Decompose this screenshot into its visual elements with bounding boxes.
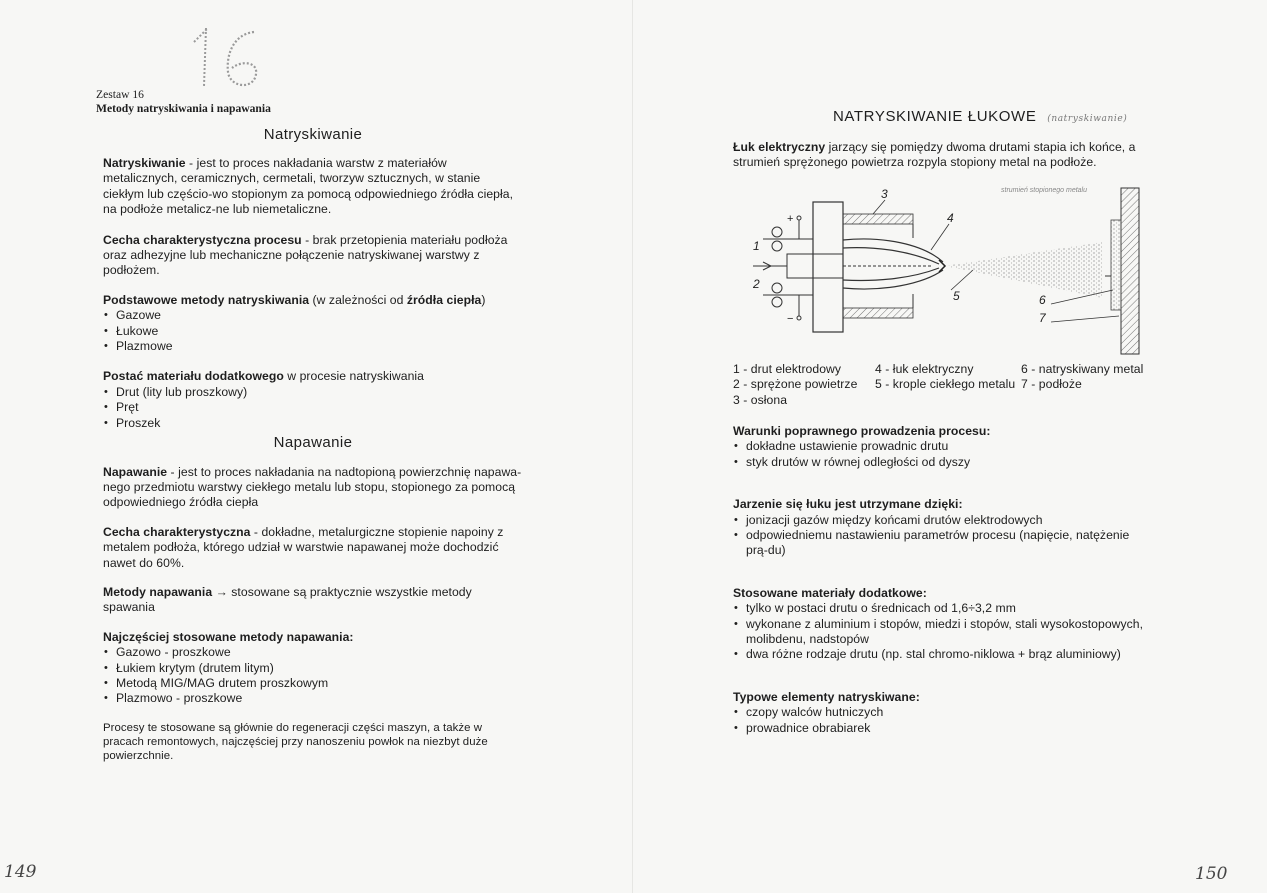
sprayed-layer xyxy=(1111,220,1121,310)
diagram-label-4: 4 xyxy=(947,211,954,225)
arc-intro-text: jarzący się pomiędzy dwoma drutami stapia ich końce, a strumień sprężonego powietrza rozpyla stopiony metal na podłoże. xyxy=(733,140,1136,170)
plus-sign: + xyxy=(787,213,794,225)
conditions-list xyxy=(733,439,1153,470)
arc-maintain-title: Jarzenie się łuku jest utrzymane dzięki: xyxy=(733,497,963,512)
weld-common-title: Najczęściej stosowane metody napawania: xyxy=(103,629,354,644)
weld-methods-note: Metody napawania → stosowane są praktycznie wszystkie metody spawania xyxy=(103,584,472,615)
page-number-right: 150 xyxy=(1195,864,1228,884)
spray-methods-list xyxy=(103,308,523,354)
set-subtitle: Metody natryskiwania i napawania xyxy=(96,102,271,115)
material-form-list xyxy=(103,385,523,431)
weld-definition-term: Napawanie xyxy=(103,464,168,479)
list-item: • Gazowe xyxy=(103,308,523,323)
arc-intro xyxy=(733,140,1153,171)
spray-definition-text: - jest to proces nakładania warstw z materiałów metalicznych, ceramicznych, cermetali, tworzyw sztucznych, w stanie ciekłym lub częścio-wo stopionym za pomocą odpowiedniego źródła ciepła, na podłoże metalicz-ne lub niemetaliczne. xyxy=(103,156,514,217)
spray-cone xyxy=(945,242,1103,298)
weld-common-list xyxy=(103,645,523,707)
diagram-legend xyxy=(733,362,1173,408)
set-header xyxy=(96,88,271,116)
diagram-label-5: 5 xyxy=(953,289,960,303)
arc-spray-diagram xyxy=(733,180,1153,358)
list-item: • odpowiedniemu nastawieniu parametrów procesu (napięcie, natężenie prą-du) xyxy=(733,528,1153,559)
list-item: • Proszek xyxy=(103,416,523,431)
materials-list xyxy=(733,601,1153,663)
weld-feature-term: Cecha charakterystyczna xyxy=(103,524,251,539)
legend-item: 4 - łuk elektryczny xyxy=(875,362,974,376)
list-item: • tylko w postaci drutu o średnicach od 1,6÷3,2 mm xyxy=(733,601,1153,616)
list-item: • Metodą MIG/MAG drutem proszkowym xyxy=(103,676,523,691)
conditions-title: Warunki poprawnego prowadzenia procesu: xyxy=(733,424,991,438)
list-item: • jonizacji gazów między końcami drutów elektrodowych xyxy=(733,513,1153,528)
diagram-label-2: 2 xyxy=(753,277,760,291)
set-label: Zestaw 16 xyxy=(96,88,144,101)
weld-feature-text: - dokładne, metalurgiczne stopienie napoiny z metalem podłoża, którego udział w warstwie napawanej może dochodzić nawet do 60%. xyxy=(103,524,504,570)
shield-top xyxy=(843,214,913,224)
legend-item: 2 - sprężone powietrze xyxy=(733,377,858,392)
weld-definition xyxy=(103,465,523,511)
list-item: • prowadnice obrabiarek xyxy=(733,721,1153,736)
heading-arc-spraying: NATRYSKIWANIE ŁUKOWE (natryskiwanie) xyxy=(833,108,1128,125)
legend-item: 6 - natryskiwany metal xyxy=(1021,362,1144,376)
page-number-left: 149 xyxy=(4,862,37,882)
list-item: • Plazmowo - proszkowe xyxy=(103,691,523,706)
list-item: • Plazmowe xyxy=(103,339,523,354)
substrate xyxy=(1121,188,1139,354)
weld-definition-text: - jest to proces nakładania na nadtopioną powierzchnię napawa-nego przedmiotu warstwy ciekłego metalu lub stopu, stopionego za pomocą odpowiedniego źródła ciepła xyxy=(103,464,522,510)
heading-handwritten-note: (natryskiwanie) xyxy=(1047,114,1128,124)
legend-item xyxy=(875,393,1021,408)
elements-title: Typowe elementy natryskiwane: xyxy=(733,689,920,704)
list-item: • dokładne ustawienie prowadnic drutu xyxy=(733,439,1153,454)
list-item: • Drut (lity lub proszkowy) xyxy=(103,385,523,400)
list-item: • Łukiem krytym (drutem litym) xyxy=(103,661,523,676)
materials-title: Stosowane materiały dodatkowe: xyxy=(733,585,927,600)
list-item: • Pręt xyxy=(103,400,523,415)
spray-definition xyxy=(103,156,523,218)
legend-item: 1 - drut elektrodowy xyxy=(733,362,842,376)
left-page xyxy=(0,0,633,893)
heading-welding: Napawanie xyxy=(273,434,353,452)
legend-item: 7 - podłoże xyxy=(1021,377,1082,392)
diagram-handwritten-note: strumień stopionego metalu xyxy=(1001,187,1087,194)
weld-feature xyxy=(103,525,523,571)
list-item: • styk drutów w równej odległości od dyszy xyxy=(733,455,1153,470)
spray-feature-text: - brak przetopienia materiału podłoża oraz adhezyjne lub mechaniczne połączenie natryskiwanej warstwy z podłożem. xyxy=(103,232,508,278)
legend-item: 5 - krople ciekłego metalu xyxy=(875,377,1016,392)
hand-number-text: 16 xyxy=(184,94,186,95)
shield-bottom xyxy=(843,308,913,318)
arc-maintain-list xyxy=(733,513,1153,559)
spray-definition-term: Natryskiwanie xyxy=(103,156,186,170)
spray-feature xyxy=(103,233,523,279)
right-column xyxy=(733,424,1153,736)
legend-item xyxy=(1021,393,1171,408)
list-item: • Gazowo - proszkowe xyxy=(103,645,523,660)
legend-item: 3 - osłona xyxy=(733,392,788,407)
diagram-label-3: 3 xyxy=(881,187,888,201)
heading-spraying: Natryskiwanie xyxy=(263,126,363,143)
minus-sign: − xyxy=(787,313,794,325)
handwritten-set-number xyxy=(184,20,270,96)
list-item: • czopy walców hutniczych xyxy=(733,705,1153,720)
list-item: • dwa różne rodzaje drutu (np. stal chromo-niklowa + brąz aluminiowy) xyxy=(733,647,1153,662)
diagram-label-1: 1 xyxy=(753,239,760,253)
spray-methods-title: Podstawowe metody natryskiwania (w zależności od źródła ciepła) xyxy=(103,292,486,307)
left-column xyxy=(103,156,523,763)
spray-feature-term: Cecha charakterystyczna procesu xyxy=(103,232,302,247)
nozzle-body xyxy=(813,202,843,332)
weld-closing-text: Procesy te stosowane są głównie do regeneracji części maszyn, a także w pracach remontowych, najczęściej przy nanoszeniu powłok na niezbyt duże powierzchnie. xyxy=(103,721,488,762)
arc-intro-term: Łuk elektryczny xyxy=(733,140,826,154)
list-item: • Łukowe xyxy=(103,324,523,339)
diagram-label-6: 6 xyxy=(1039,293,1046,307)
list-item: • wykonane z aluminium i stopów, miedzi i stopów, stali wysokostopowych, molibdenu, nadstopów xyxy=(733,617,1153,648)
diagram-label-7: 7 xyxy=(1039,311,1046,325)
right-page xyxy=(633,0,1267,893)
elements-list xyxy=(733,705,1153,736)
material-form-title: Postać materiału dodatkowego w procesie natryskiwania xyxy=(103,369,424,384)
